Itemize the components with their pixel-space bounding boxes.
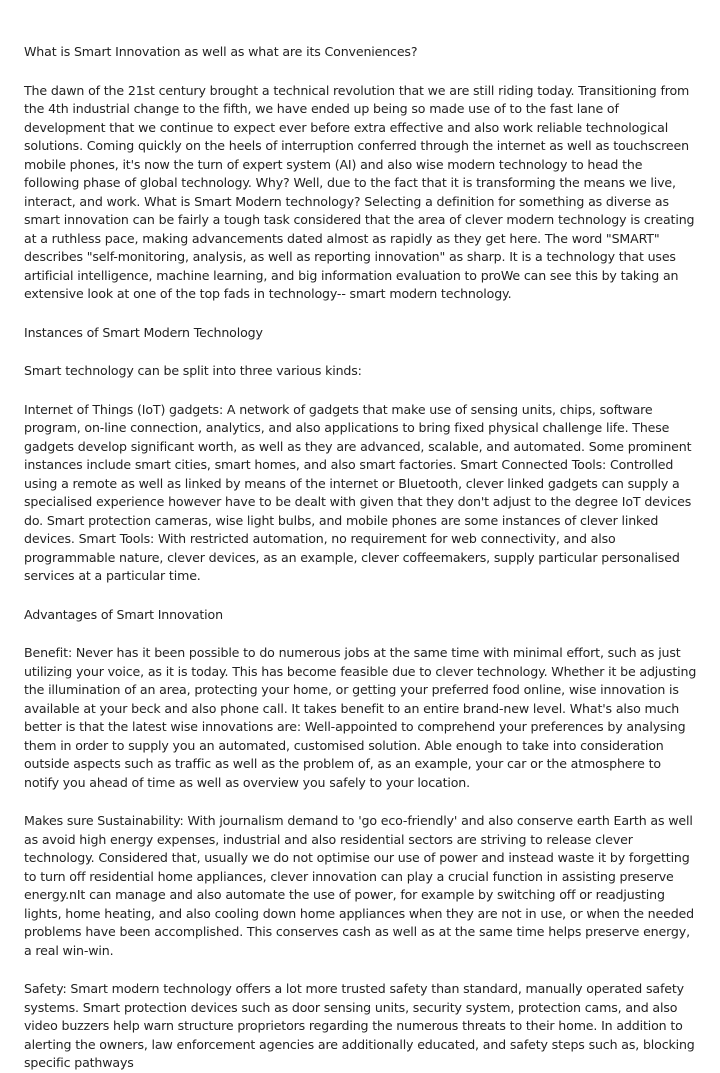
safety-paragraph: Safety: Smart modern technology offers a lot more trusted safety than standard, manually operated safety systems. Smart protection devices such as door sensing units, security system, protection cams, and also video buzzers help warn structure proprietors regarding the numerous threats to their home. In addition to alerting the owners, law enforcement agencies are additionally educated, and safety steps such as, blocking specific pathways — [24, 981, 695, 1070]
sustainability-paragraph: Makes sure Sustainability: With journalism demand to 'go eco-friendly' and also conserve earth Earth as well as avoid high energy expenses, industrial and also residential sectors are striving to release clever technology. Considered that, usually we do not optimise our use of power and instead waste it by forgetting to turn off residential home appliances, clever innovation can play a crucial function in assisting preserve energy.nIt can manage and also automate the use of power, for example by switching off or readjusting lights, home heating, and also cooling down home appliances when they are not in use, or when the needed problems have been accomplished. This conserves cash as well as at the same time helps preserve energy, a real win-win. — [24, 813, 694, 958]
article-title: What is Smart Innovation as well as what are its Conveniences? — [24, 44, 418, 59]
section-heading-advantages: Advantages of Smart Innovation — [24, 606, 223, 622]
intro-paragraph: The dawn of the 21st century brought a technical revolution that we are still riding today. Transitioning from the 4th industrial change to the fifth, we have ended up being so made use of to the fast lane of development that we continue to expect ever before extra effective and also work reliable technological solutions. Coming quickly on the heels of interruption conferred through the internet as well as touchscreen mobile phones, it's now the turn of expert system (AI) and also wise modern technology to head the following phase of global technology. Why? Well, due to the fact that it is transforming the means we live, interact, and work. What is Smart Modern technology? Selecting a definition for something as diverse as smart innovation can be fairly a tough task considered that the area of clever modern technology is creating at a ruthless pace, making advancements dated almost as rapidly as they get here. The word "SMART" describes "self-monitoring, analysis, as well as reporting innovation" as sharp. It is a technology that uses artificial intelligence, machine learning, and big information evaluation to proWe can see this by taking an extensive look at one of the top fads in technology-- smart modern technology. — [24, 82, 695, 301]
kinds-paragraph: Internet of Things (IoT) gadgets: A network of gadgets that make use of sensing units, chips, software program, on-line connection, analytics, and also applications to bring fixed physical challenge life. These gadgets develop significant worth, as well as they are advanced, scalable, and automated. Some prominent instances include smart cities, smart homes, and also smart factories. Smart Connected Tools: Controlled using a remote as well as linked by means of the internet or Bluetooth, clever linked gadgets can supply a specialised experience however have to be dealt with given that they don't adjust to the degree IoT devices do. Smart protection cameras, wise light bulbs, and mobile phones are some instances of clever linked devices. Smart Tools: With restricted automation, no requirement for web connectivity, and also programmable nature, clever devices, as an example, clever coffeemakers, supply particular personalised services at a particular time. — [24, 401, 692, 583]
section-heading-instances: Instances of Smart Modern Technology — [24, 324, 263, 340]
kinds-intro-paragraph: Smart technology can be split into three various kinds: — [24, 363, 362, 378]
benefit-paragraph: Benefit: Never has it been possible to do numerous jobs at the same time with minimal effort, such as just utilizing your voice, as it is today. This has become feasible due to clever technology. Whether it be adjusting the illumination of an area, protecting your home, or getting your preferred food online, wise innovation is available at your beck and also phone call. It takes benefit to an entire brand-new level. What's also much better is that the latest wise innovations are: Well-appointed to comprehend your preferences by analysing them in order to supply you an automated, customised solution. Able enough to take into consideration outside aspects such as traffic as well as the problem of, as an example, your car or the atmosphere to notify you ahead of time as well as overview you safely to your location. — [24, 645, 697, 790]
